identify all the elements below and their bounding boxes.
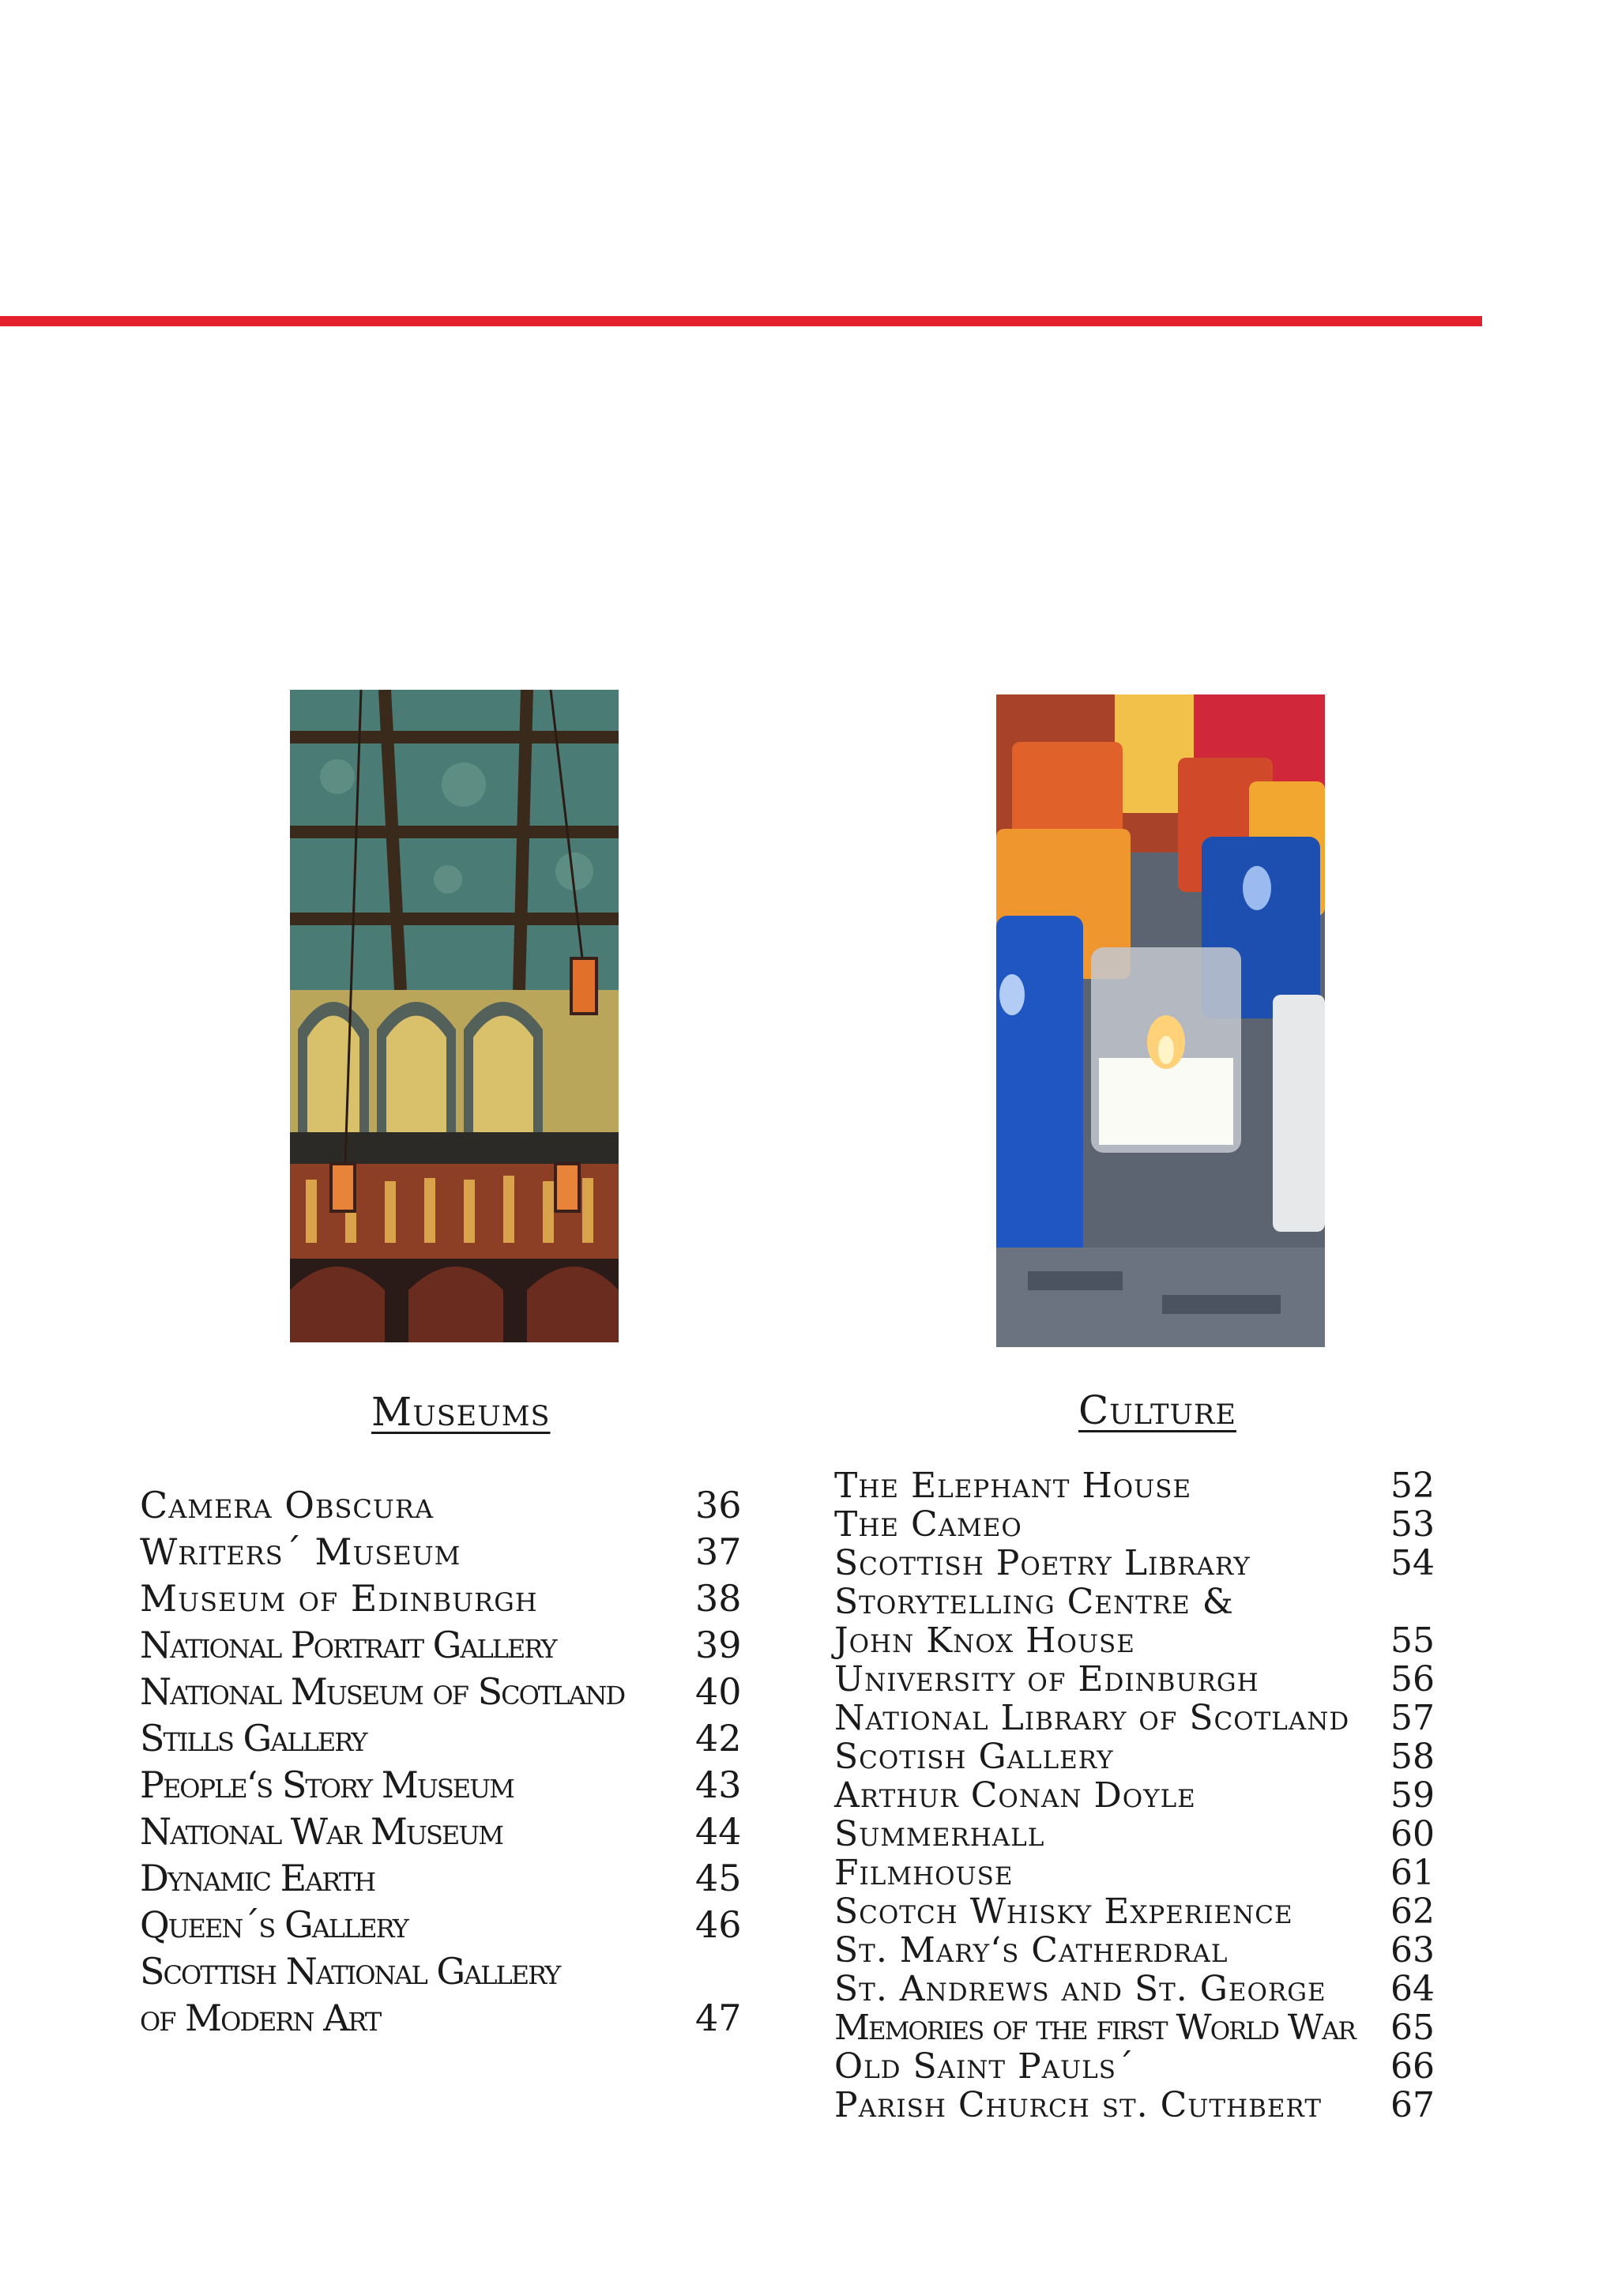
candles-illustration xyxy=(996,694,1325,1347)
entry-title: Arthur Conan Doyle xyxy=(834,1775,1196,1816)
entry-title: National Museum of Scotland xyxy=(140,1670,625,1713)
entry-page: 57 xyxy=(1390,1698,1435,1738)
list-item xyxy=(834,1970,1435,2008)
entry-page: 38 xyxy=(695,1577,742,1620)
entry-title: Camera Obscura xyxy=(140,1484,435,1526)
entry-page: 55 xyxy=(1390,1620,1435,1661)
list-item xyxy=(140,1482,748,1529)
entry-page: 54 xyxy=(1390,1543,1435,1583)
list-item xyxy=(140,1855,748,1902)
list-item xyxy=(140,1715,748,1762)
entry-page: 67 xyxy=(1390,2085,1435,2125)
entry-title: National Portrait Gallery xyxy=(140,1624,556,1666)
entry-title: Filmhouse xyxy=(834,1853,1014,1893)
entry-page: 45 xyxy=(695,1857,742,1899)
entry-title: Scottish Poetry Library xyxy=(834,1543,1251,1583)
list-item xyxy=(140,1575,748,1622)
list-item xyxy=(834,2086,1435,2125)
list-item xyxy=(834,1892,1435,1931)
entry-title: Scotish Gallery xyxy=(834,1737,1114,1777)
entry-page: 36 xyxy=(695,1484,742,1526)
candles-photo xyxy=(996,694,1325,1347)
list-item xyxy=(834,1621,1435,1660)
entry-page: 65 xyxy=(1390,2008,1435,2048)
entry-page: 40 xyxy=(695,1670,742,1713)
list-item xyxy=(140,1669,748,1715)
red-divider-line xyxy=(0,316,1482,326)
list-item xyxy=(834,1699,1435,1737)
entry-title: People‘s Story Museum xyxy=(140,1763,514,1806)
entry-title: Memories of the first World War xyxy=(834,2008,1355,2048)
list-item xyxy=(834,1466,1435,1505)
entry-page: 37 xyxy=(695,1530,742,1573)
entry-title: The Cameo xyxy=(834,1504,1022,1545)
entry-title: Summerhall xyxy=(834,1814,1045,1854)
entry-title: St. Mary‘s Catherdral xyxy=(834,1930,1229,1970)
list-item xyxy=(140,1809,748,1855)
entry-page: 59 xyxy=(1390,1775,1435,1816)
entry-title: Storytelling Centre & xyxy=(834,1582,1234,1622)
entry-title: Old Saint Pauls´ xyxy=(834,2046,1135,2087)
entry-page: 62 xyxy=(1390,1891,1435,1932)
entry-title: John Knox House xyxy=(834,1620,1135,1661)
list-item xyxy=(834,1776,1435,1815)
entry-page: 44 xyxy=(695,1810,742,1853)
entry-page: 52 xyxy=(1390,1466,1435,1506)
entry-title: The Elephant House xyxy=(834,1466,1192,1506)
list-item xyxy=(834,1660,1435,1699)
entry-page: 47 xyxy=(695,1997,742,2039)
entry-title: of Modern Art xyxy=(140,1997,381,2039)
list-item xyxy=(140,1995,748,2042)
entry-title: St. Andrews and St. George xyxy=(834,1969,1326,2009)
list-item xyxy=(140,1529,748,1575)
entry-page: 53 xyxy=(1390,1504,1435,1545)
list-item xyxy=(834,1505,1435,1544)
entry-page: 66 xyxy=(1390,2046,1435,2087)
entry-title: University of Edinburgh xyxy=(834,1659,1259,1699)
entry-page: 46 xyxy=(695,1903,742,1946)
museums-heading: Museums xyxy=(371,1389,551,1435)
list-item xyxy=(140,1902,748,1948)
entry-page: 61 xyxy=(1390,1853,1435,1893)
museum-interior-illustration xyxy=(290,690,619,1342)
list-item xyxy=(834,2047,1435,2086)
entry-title: Scottish National Gallery xyxy=(140,1950,560,1993)
entry-title: Dynamic Earth xyxy=(140,1857,375,1899)
entry-title: Museum of Edinburgh xyxy=(140,1577,538,1620)
list-item xyxy=(834,1583,1435,1621)
list-item xyxy=(834,1737,1435,1776)
list-item xyxy=(834,1815,1435,1854)
entry-title: Parish Church st. Cuthbert xyxy=(834,2085,1323,2125)
entry-page: 42 xyxy=(695,1717,742,1760)
entry-title: Scotch Whisky Experience xyxy=(834,1891,1293,1932)
list-item xyxy=(140,1622,748,1669)
list-item xyxy=(834,1854,1435,1892)
list-item xyxy=(140,1762,748,1809)
list-item xyxy=(834,1544,1435,1583)
entry-title: National War Museum xyxy=(140,1810,502,1853)
entry-page: 43 xyxy=(695,1763,742,1806)
entry-page: 64 xyxy=(1390,1969,1435,2009)
entry-page: 58 xyxy=(1390,1737,1435,1777)
entry-page: 60 xyxy=(1390,1814,1435,1854)
museums-list xyxy=(140,1482,748,2042)
entry-title: Writers´ Museum xyxy=(140,1530,461,1573)
culture-list xyxy=(834,1466,1435,2125)
entry-page: 63 xyxy=(1390,1930,1435,1970)
entry-title: National Library of Scotland xyxy=(834,1698,1350,1738)
museum-interior-photo xyxy=(290,690,619,1342)
entry-page: 39 xyxy=(695,1624,742,1666)
list-item xyxy=(834,1931,1435,1970)
entry-title: Stills Gallery xyxy=(140,1717,367,1760)
entry-page: 56 xyxy=(1390,1659,1435,1699)
list-item xyxy=(140,1948,748,1995)
list-item xyxy=(834,2008,1435,2047)
culture-heading: Culture xyxy=(1078,1387,1236,1433)
entry-title: Queen´s Gallery xyxy=(140,1903,408,1946)
